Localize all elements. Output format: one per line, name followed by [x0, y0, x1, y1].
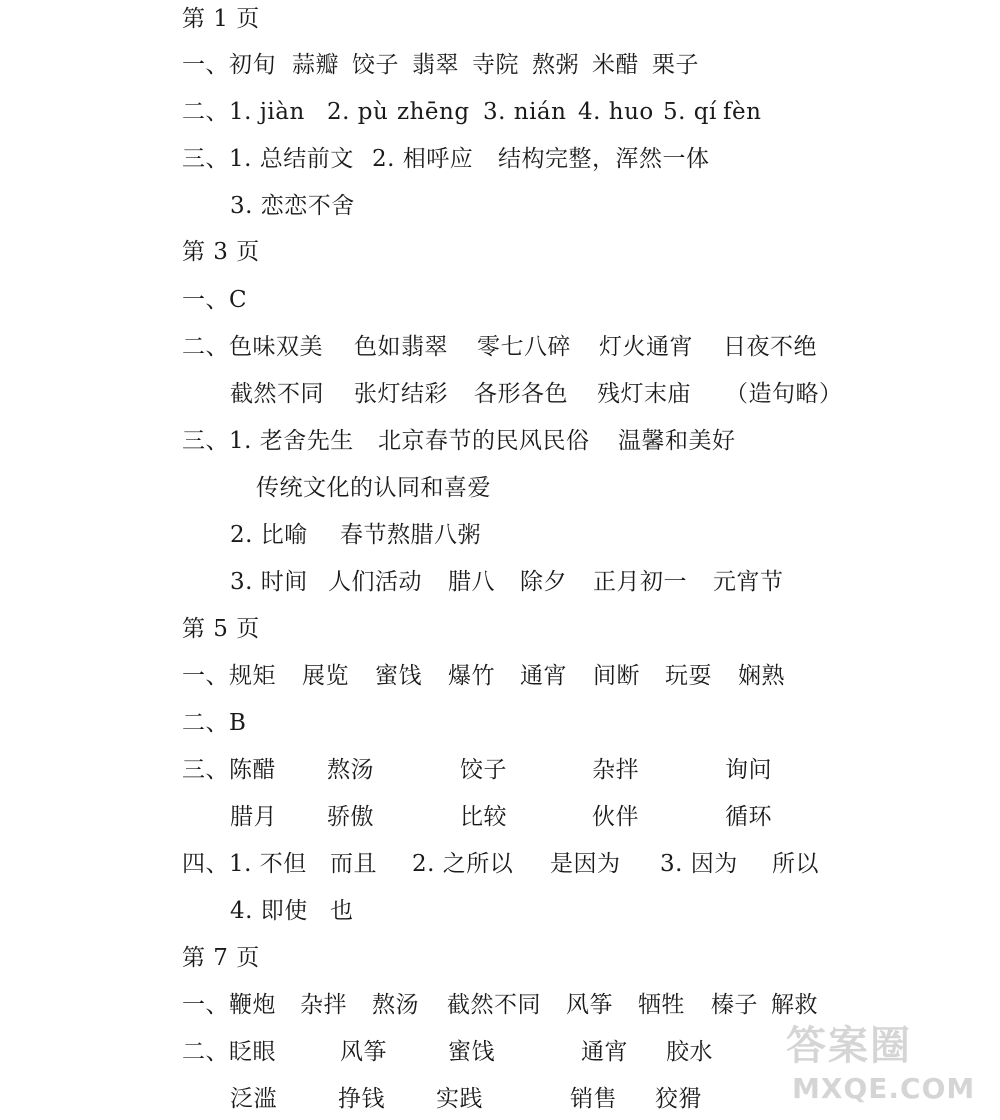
answer-word: 3. 因为 [660, 851, 738, 877]
answer-word: 胶水 [666, 1039, 713, 1065]
answer-word: 2. 之所以 [412, 851, 514, 877]
answer-word: 骄傲 [327, 804, 374, 830]
answer-word: 温馨和美好 [618, 428, 736, 454]
answer-line [182, 990, 818, 1020]
answer-word: 三、1. 总结前文 [182, 146, 354, 172]
answer-word: 春节熬腊八粥 [340, 522, 481, 548]
answer-word: （造句略） [725, 381, 843, 407]
answer-word: 蜜饯 [448, 1039, 495, 1065]
answer-word: 色如翡翠 [354, 334, 448, 360]
answer-word: 除夕 [520, 569, 567, 595]
answer-word: 2. 比喻 [230, 522, 308, 548]
answer-word: 饺子 [460, 757, 507, 783]
answer-word: 张灯结彩 [354, 381, 448, 407]
answer-line [182, 1037, 713, 1067]
answer-word: 销售 [570, 1086, 617, 1112]
answer-word: 伙伴 [592, 804, 639, 830]
answer-word: 寺院 [472, 52, 519, 78]
answer-line [182, 332, 817, 362]
answer-line [182, 97, 761, 127]
answer-word: 展览 [302, 663, 349, 689]
answer-word: 截然不同 [447, 992, 541, 1018]
answer-word: 爆竹 [448, 663, 495, 689]
answer-word: 也 [330, 898, 354, 924]
answer-word: 狡猾 [655, 1086, 702, 1112]
answer-word: 牺牲 [638, 992, 685, 1018]
answer-word: 是因为 [550, 851, 621, 877]
answer-word: 杂拌 [300, 992, 347, 1018]
answer-word: 腊八 [448, 569, 495, 595]
answer-word: 零七八碎 [477, 334, 571, 360]
answer-word: 北京春节的民风民俗 [378, 428, 590, 454]
answer-word: 泛滥 [230, 1086, 277, 1112]
answer-word: 风筝 [566, 992, 613, 1018]
answer-word: 娴熟 [738, 663, 785, 689]
answer-word: 榛子 [711, 992, 758, 1018]
answer-word: 间断 [593, 663, 640, 689]
answer-line [182, 285, 247, 315]
answer-word: 蒜瓣 [292, 52, 339, 78]
answer-word: 日夜不绝 [723, 334, 817, 360]
answer-word: 杂拌 [592, 757, 639, 783]
heading-text: 第 7 页 [182, 945, 260, 971]
answer-word: 元宵节 [713, 569, 784, 595]
answer-word: 残灯末庙 [597, 381, 691, 407]
answer-word: 四、1. 不但 [182, 851, 307, 877]
site-watermark [786, 1010, 986, 1110]
answer-word: 3. 时间 [230, 569, 308, 595]
answer-line [230, 896, 354, 926]
answer-word: 各形各色 [474, 381, 568, 407]
page-heading-3 [182, 237, 260, 267]
page-heading-1 [182, 4, 260, 34]
answer-word: 人们活动 [328, 569, 422, 595]
answer-line [182, 426, 736, 456]
answer-word: 三、陈醋 [182, 757, 276, 783]
answer-word: 而且 [330, 851, 377, 877]
answer-word: 蜜饯 [375, 663, 422, 689]
answer-line [182, 849, 819, 879]
answer-line [182, 661, 785, 691]
answer-word: 3. 恋恋不舍 [230, 193, 355, 219]
answer-word: 米醋 [592, 52, 639, 78]
answer-word: 灯火通宵 [599, 334, 693, 360]
answer-word: 栗子 [652, 52, 699, 78]
watermark-sub-text: MXQE.COM [792, 1072, 976, 1105]
answer-line [182, 144, 710, 174]
answer-word: 3. nián [483, 99, 567, 125]
heading-text: 第 5 页 [182, 616, 260, 642]
heading-text: 第 3 页 [182, 239, 260, 265]
answer-line [230, 802, 772, 832]
page-heading-7 [182, 943, 260, 973]
answer-word: 三、1. 老舍先生 [182, 428, 354, 454]
answer-word: 二、眨眼 [182, 1039, 276, 1065]
page-heading-5 [182, 614, 260, 644]
answer-word: 通宵 [520, 663, 567, 689]
answer-word: 腊月 [230, 804, 277, 830]
answer-word: 解救 [771, 992, 818, 1018]
heading-text: 第 1 页 [182, 6, 260, 32]
answer-word: 循环 [725, 804, 772, 830]
answer-word: 翡翠 [412, 52, 459, 78]
answer-word: 饺子 [352, 52, 399, 78]
answer-line [182, 708, 246, 738]
answer-word: 结构完整，浑然一体 [498, 146, 710, 172]
answer-word: 一、鞭炮 [182, 992, 276, 1018]
answer-word: 正月初一 [593, 569, 687, 595]
answer-line [230, 567, 784, 597]
answer-word: 传统文化的认同和喜爱 [256, 475, 491, 501]
answer-word: 2. pù [327, 99, 389, 125]
answer-word: 二、色味双美 [182, 334, 323, 360]
answer-line [230, 520, 481, 550]
answer-word: 截然不同 [230, 381, 324, 407]
answer-line [230, 191, 355, 221]
answer-word: 风筝 [340, 1039, 387, 1065]
answer-line [256, 473, 491, 503]
answer-line [230, 1084, 702, 1114]
answer-line [182, 755, 772, 785]
answer-word: 二、1. jiàn [182, 99, 305, 125]
answer-word: 所以 [772, 851, 819, 877]
answer-line [230, 379, 843, 409]
answer-word: 一、初旬 [182, 52, 276, 78]
answer-word: 玩耍 [665, 663, 712, 689]
answer-word: 一、C [182, 287, 248, 313]
answer-word: 4. 即使 [230, 898, 308, 924]
answer-line [182, 50, 699, 80]
answer-word: 比较 [460, 804, 507, 830]
answer-word: 二、B [182, 710, 247, 736]
answer-word: 5. qí [663, 99, 717, 125]
watermark-main-text: 答案圈 [786, 1023, 912, 1069]
answer-word: 熬粥 [532, 52, 579, 78]
answer-word: 询问 [725, 757, 772, 783]
answer-word: 实践 [436, 1086, 483, 1112]
answer-word: 熬汤 [327, 757, 374, 783]
answer-word: 通宵 [581, 1039, 628, 1065]
answer-word: 2. 相呼应 [372, 146, 474, 172]
answer-word: zhēng [397, 99, 470, 125]
answer-word: 挣钱 [338, 1086, 385, 1112]
answer-word: 4. huo [578, 99, 654, 125]
answer-word: 熬汤 [372, 992, 419, 1018]
answer-word: fèn [723, 99, 762, 125]
answer-word: 一、规矩 [182, 663, 276, 689]
